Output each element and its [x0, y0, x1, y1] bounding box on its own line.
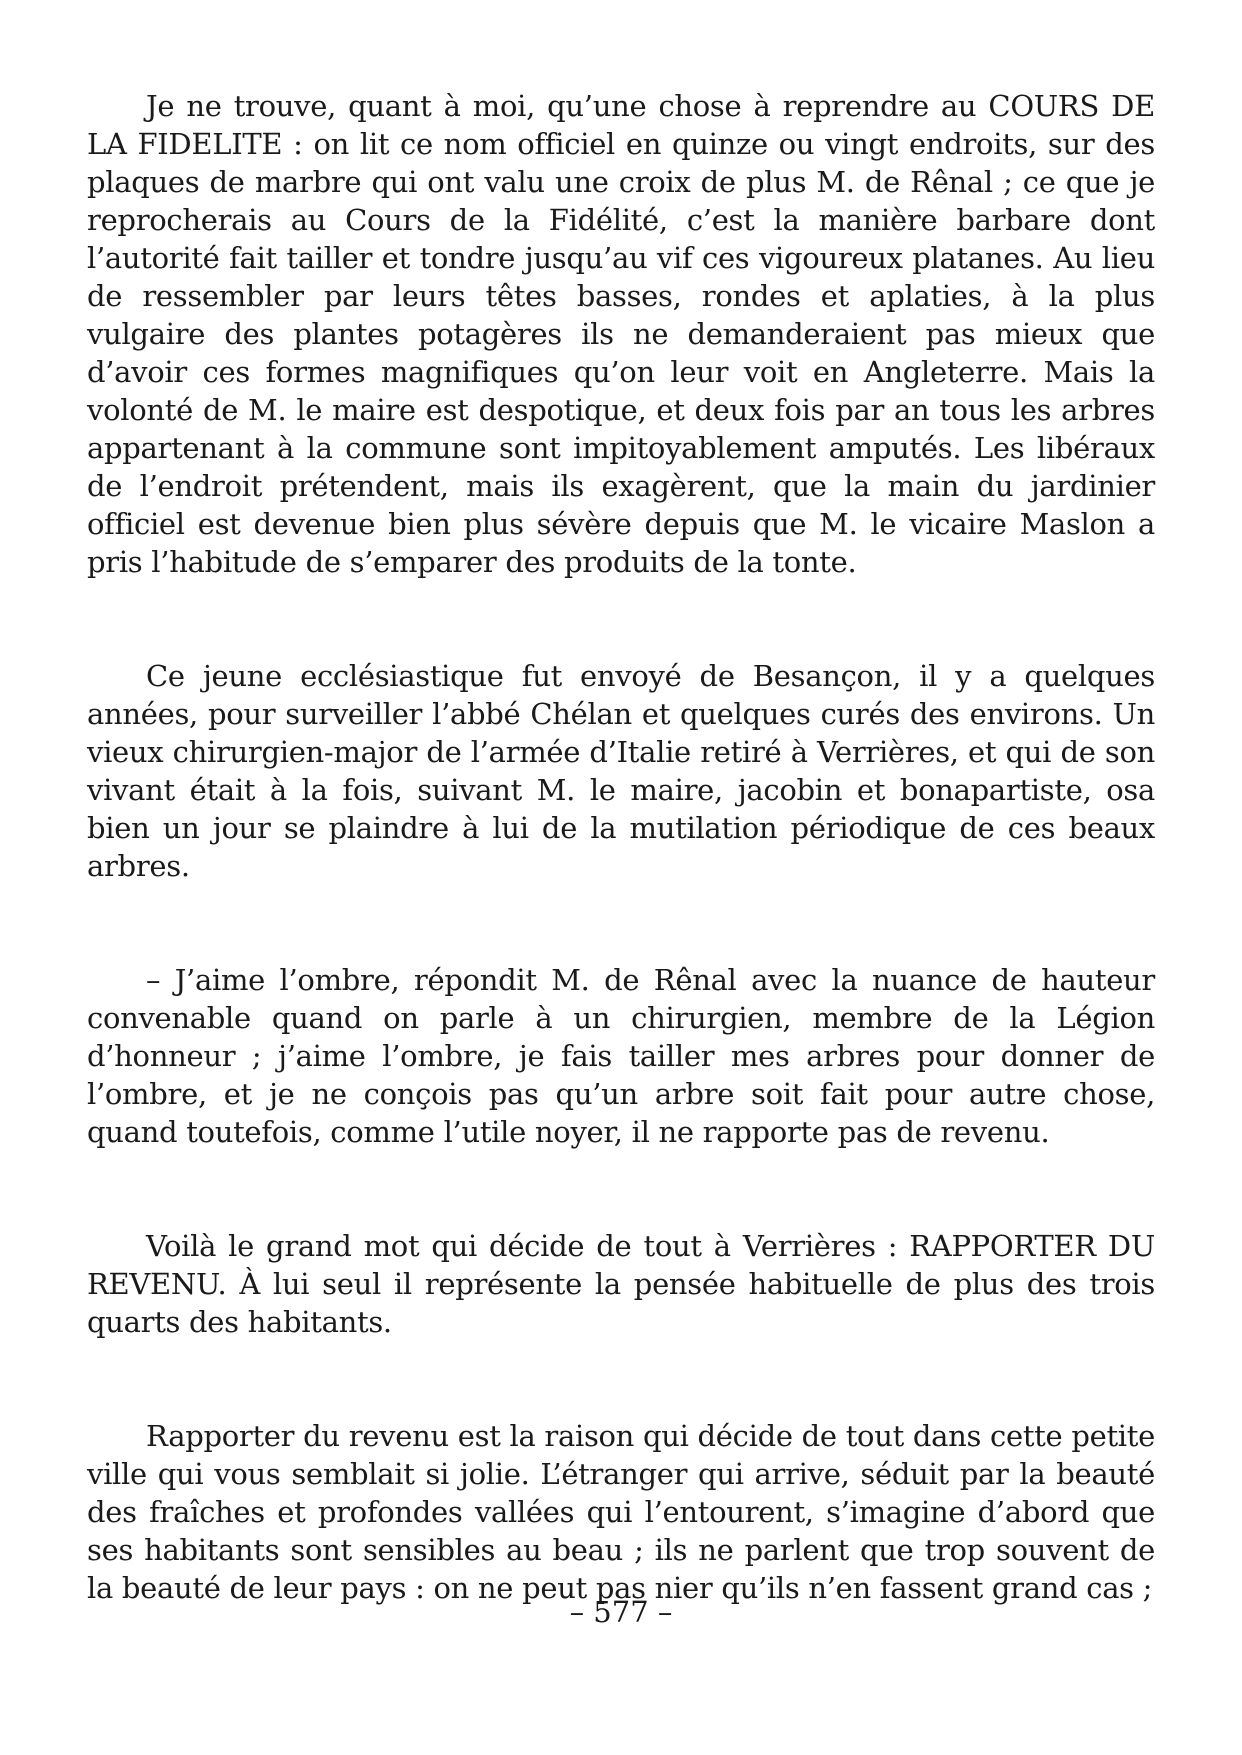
paragraph-3: – J’aime l’ombre, répondit M. de Rênal avec la nuance de hauteur convenable quand on parle à un chirurgien, membre de la Légion d’honneur ; j’aime l’ombre, je fais tailler mes arbres pour donner de l’ombre, et je ne conçois pas qu’un arbre soit fait pour autre chose, quand toutefois, comme l’utile noyer, il ne rapporte pas de revenu. [87, 963, 1155, 1149]
page-number: – 577 – [569, 1595, 673, 1629]
paragraph-1: Je ne trouve, quant à moi, qu’une chose à reprendre au COURS DE LA FIDELITE : on lit ce nom officiel en quinze ou vingt endroits, sur des plaques de marbre qui ont valu une croix de plus M. de Rênal ; ce que je reprocherais au Cours de la Fidélité, c’est la manière barbare dont l’autorité fait tailler et tondre jusqu’au vif ces vigoureux platanes. Au lieu de ressembler par leurs têtes basses, rondes et aplaties, à la plus vulgaire des plantes potagères ils ne demanderaient pas mieux que d’avoir ces formes magnifiques qu’on leur voit en Angleterre. Mais la volonté de M. le maire est despotique, et deux fois par an tous les arbres appartenant à la commune sont impitoyablement amputés. Les libéraux de l’endroit prétendent, mais ils exagèrent, que la main du jardinier officiel est devenue bien plus sévère depuis que M. le vicaire Maslon a pris l’habitude de s’emparer des produits de la tonte. [87, 89, 1155, 579]
paragraph-2: Ce jeune ecclésiastique fut envoyé de Besançon, il y a quelques années, pour surveiller l’abbé Chélan et quelques curés des environs. Un vieux chirurgien-major de l’armée d’Italie retiré à Verrières, et qui de son vivant était à la fois, suivant M. le maire, jacobin et bonapartiste, osa bien un jour se plaindre à lui de la mutilation périodique de ces beaux arbres. [87, 659, 1155, 883]
paragraph-4: Voilà le grand mot qui décide de tout à Verrières : RAPPORTER DU REVENU. À lui seul il représente la pensée habituelle de plus des trois quarts des habitants. [87, 1229, 1155, 1339]
paragraph-5: Rapporter du revenu est la raison qui décide de tout dans cette petite ville qui vous semblait si jolie. L’étranger qui arrive, séduit par la beauté des fraîches et profondes vallées qui l’entourent, s’imagine d’abord que ses habitants sont sensibles au beau ; ils ne parlent que trop souvent de la beauté de leur pays : on ne peut pas nier qu’ils n’en fassent grand cas ; [87, 1419, 1155, 1605]
body-text [87, 87, 1155, 1607]
